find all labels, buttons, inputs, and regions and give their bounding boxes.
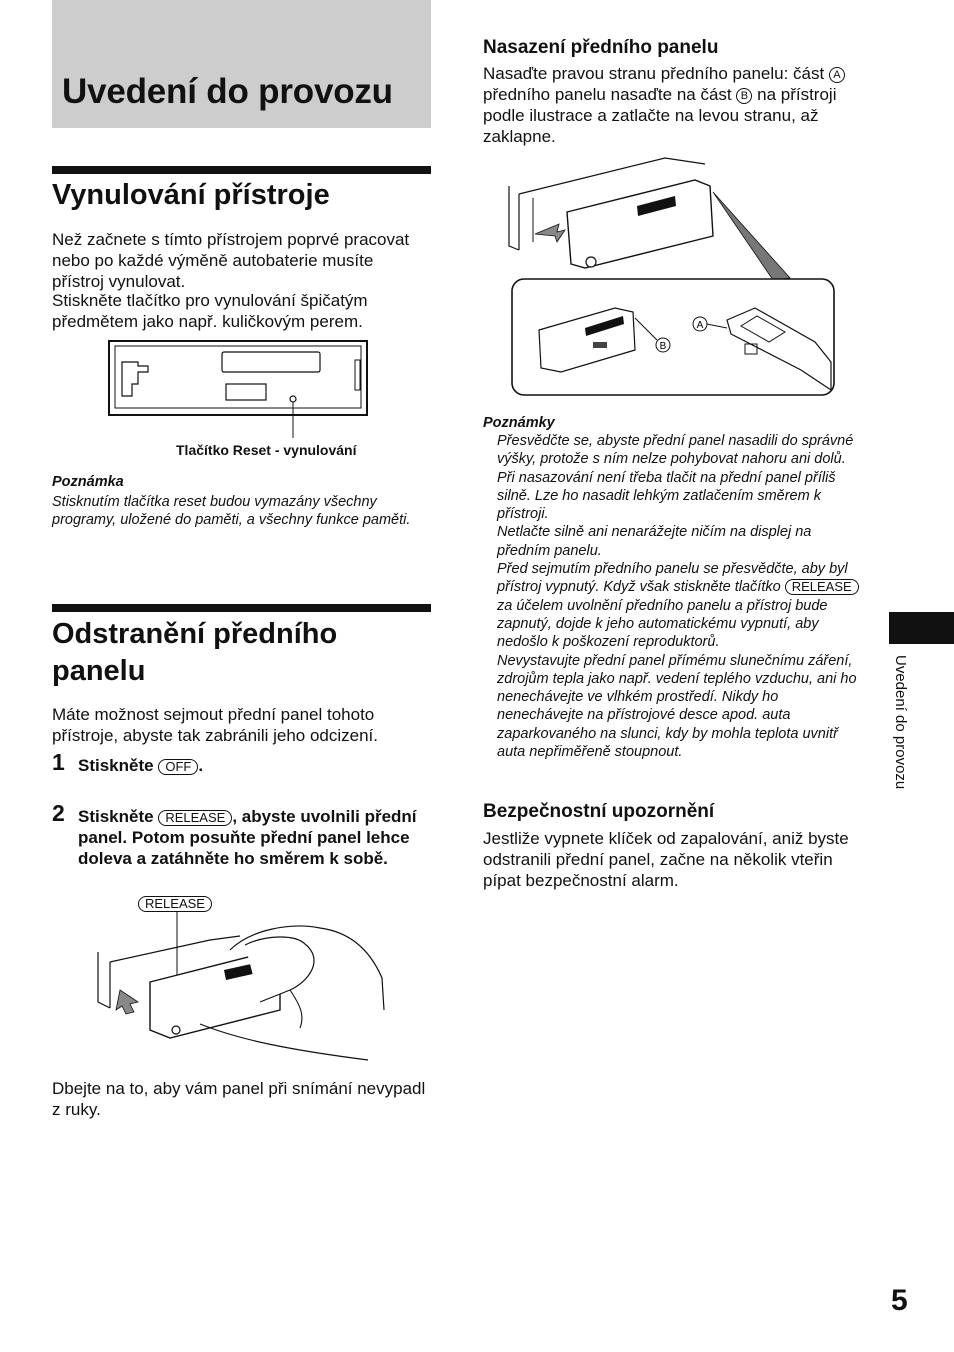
- reset-figure-caption: Tlačítko Reset - vynulování: [176, 442, 357, 458]
- removal-heading: Odstranění předního panelu: [52, 618, 338, 687]
- step-1-text-before: Stiskněte: [78, 756, 154, 775]
- reset-paragraph-2: Stiskněte tlačítko pro vynulování špičatým předmětem jako např. kuličkovým perem.: [52, 291, 368, 331]
- removal-intro: Máte možnost sejmout přední panel tohoto přístroje, abyste tak zabránili jeho odcizení.: [52, 705, 379, 745]
- off-button-label: OFF: [158, 759, 198, 775]
- note-item-1: Přesvědčte se, abyste přední panel nasadili do správné výšky, protože s ním nelze pohybovat nahoru ani dolů.: [497, 433, 854, 468]
- note-item-5: Nevystavujte přední panel přímému slunečnímu záření, zdrojům tepla jako např. vedení teplého vzduchu, ani ho nenechávejte ve vlhkém prostředí. Nikdy ho nenechávejte na přístrojové desce apod. auta zaparkovaného na slunci, kdy by mohla teplota uvnitř auta nepřiměřeně stoupnout.: [497, 652, 857, 761]
- notes-title: Poznámky: [483, 415, 555, 431]
- reset-note-text: Stisknutím tlačítka reset budou vymazány všechny programy, uložené do paměti, a všechny funkce paměti.: [52, 494, 411, 529]
- step-2-text-after: , abyste uvolnili přední panel. Potom posuňte přední panel lehce doleva a zatáhněte ho směrem k sobě.: [78, 807, 417, 868]
- note-release-label: RELEASE: [785, 579, 859, 595]
- figure-label-a: A: [696, 320, 704, 331]
- note-item-4-before: Před sejmutím předního panelu se přesvědčte, aby byl přístroj vypnutý. Když však stiskněte tlačítko: [497, 561, 848, 596]
- side-tab-label: [868, 655, 908, 825]
- step-1-number: 1: [52, 749, 65, 775]
- attach-text-part-2: předního panelu nasaďte na část: [483, 85, 732, 104]
- section-rule-reset: [52, 166, 431, 174]
- note-item-2: Při nasazování není třeba tlačit na přední panel příliš silně. Lze ho nasadit lehkým zatlačením směrem k přístroji.: [497, 469, 836, 523]
- reset-note-title: Poznámka: [52, 474, 124, 490]
- reset-heading: Vynulování přístroje: [52, 179, 330, 211]
- alarm-heading: Bezpečnostní upozornění: [483, 801, 715, 822]
- attach-heading: Nasazení předního panelu: [483, 37, 719, 58]
- step-2-text-before: Stiskněte: [78, 807, 154, 826]
- marker-a: A: [829, 67, 845, 83]
- page-number: 5: [891, 1284, 908, 1317]
- attach-text-part-3: na přístroji podle ilustrace a zatlačte na levou stranu, až zaklapne.: [483, 85, 837, 146]
- page-title: Uvedení do provozu: [62, 72, 393, 111]
- notes-list: [497, 432, 863, 761]
- step-1-text-after: .: [198, 756, 204, 775]
- marker-b: B: [736, 88, 752, 104]
- section-rule-removal: [52, 604, 431, 612]
- release-figure-label: RELEASE: [138, 896, 212, 912]
- step-2-text: [78, 806, 424, 869]
- removal-closing: Dbejte na to, aby vám panel při snímání nevypadl z ruky.: [52, 1079, 426, 1119]
- reset-paragraph-1: Než začnete s tímto přístrojem poprvé pracovat nebo po každé výměně autobaterie musíte přístroj vynulovat.: [52, 230, 410, 291]
- release-button-label: RELEASE: [158, 810, 232, 826]
- alarm-text: Jestliže vypnete klíček od zapalování, aniž byste odstranili přední panel, začne na několik vteřin pípat bezpečnostní alarm.: [483, 829, 849, 890]
- attach-text: [483, 63, 861, 147]
- step-2-number: 2: [52, 800, 65, 826]
- panel-removal-illustration: [90, 910, 390, 1065]
- side-tab-marker: [889, 612, 954, 644]
- reset-unit-illustration: [108, 340, 370, 418]
- attach-text-part-1: Nasaďte pravou stranu předního panelu: část: [483, 64, 825, 83]
- panel-attach-illustration: [505, 150, 840, 400]
- reset-leader-line: [292, 402, 296, 438]
- side-tab-label-text: Uvedení do provozu: [892, 655, 909, 790]
- note-item-3: Netlačte silně ani nenarážejte ničím na displej na předním panelu.: [497, 524, 812, 559]
- note-item-4: [497, 560, 863, 651]
- figure-label-b: B: [659, 341, 667, 352]
- step-1-text: [78, 755, 428, 776]
- note-item-4-after: za účelem uvolnění předního panelu a přístroj bude zapnutý, dojde k jeho automatickému vypnutí, aby nedošlo k poškození reproduktorů.: [497, 597, 828, 651]
